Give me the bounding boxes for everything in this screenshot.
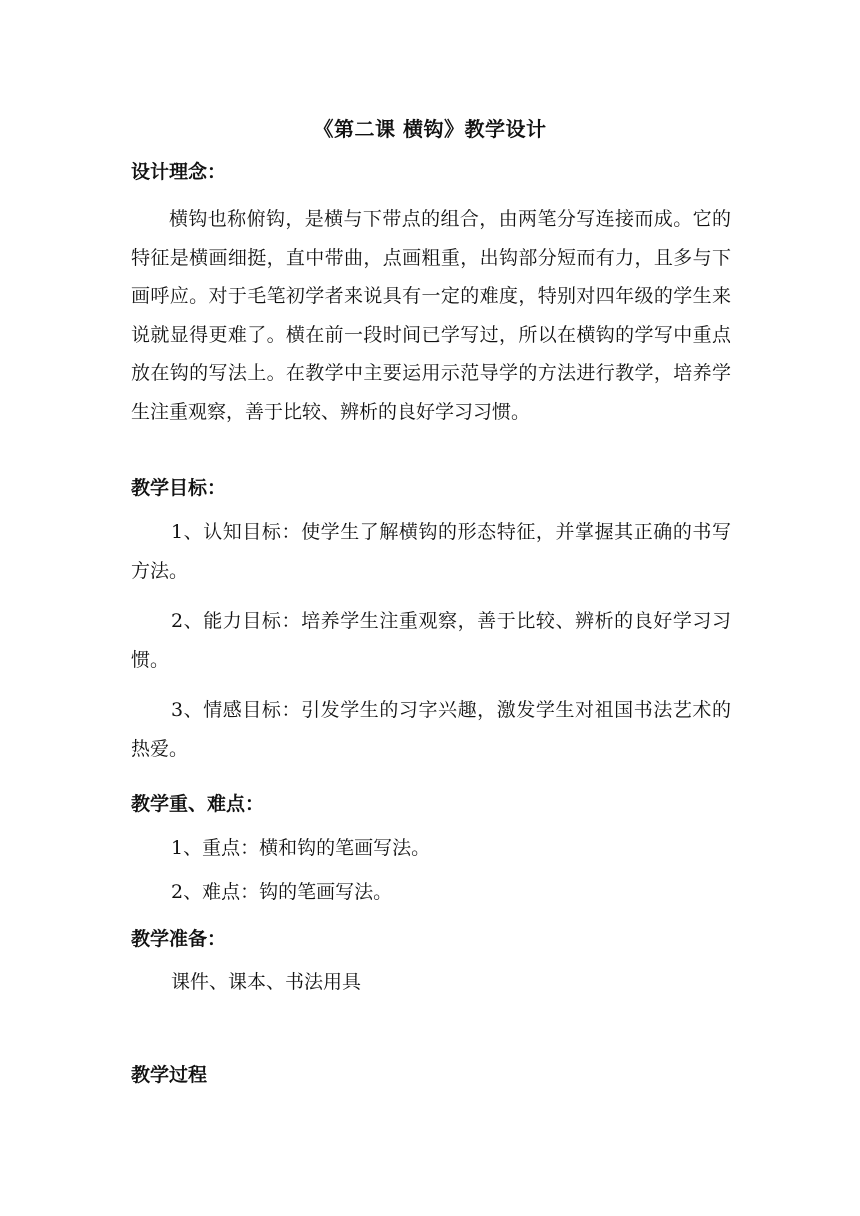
goal-item-emotion: 3、情感目标：引发学生的习字兴趣，激发学生对祖国书法艺术的热爱。	[131, 699, 731, 760]
goal-item-cognitive: 1、认知目标：使学生了解横钩的形态特征，并掌握其正确的书写方法。	[131, 521, 731, 582]
key-point-item: 1、重点：横和钩的笔画写法。	[171, 837, 431, 859]
goal-item-ability: 2、能力目标：培养学生注重观察，善于比较、辨析的良好学习习惯。	[131, 610, 731, 671]
heading-key-points: 教学重、难点：	[131, 793, 265, 815]
document-title: 《第二课 横钩》教学设计	[313, 117, 547, 141]
paragraph-design-concept: 横钩也称俯钩，是横与下带点的组合，由两笔分写连接而成。它的特征是横画细挺，直中带曲，点画粗重，出钩部分短而有力，且多与下画呼应。对于毛笔初学者来说具有一定的难度，特别对四年级的学生来说就显得更难了。横在前一段时间已学写过，所以在横钩的学写中重点放在钩的写法上。在教学中主要运用示范导学的方法进行教学，培养学生注重观察，善于比较、辨析的良好学习习惯。	[131, 208, 731, 423]
heading-design-concept: 设计理念：	[131, 161, 227, 183]
heading-teaching-goals: 教学目标：	[131, 477, 227, 499]
heading-preparation: 教学准备：	[131, 928, 227, 950]
difficult-point-item: 2、难点：钩的笔画写法。	[171, 881, 393, 903]
heading-teaching-process: 教学过程	[131, 1064, 208, 1086]
preparation-items: 课件、课本、书法用具	[171, 971, 362, 993]
